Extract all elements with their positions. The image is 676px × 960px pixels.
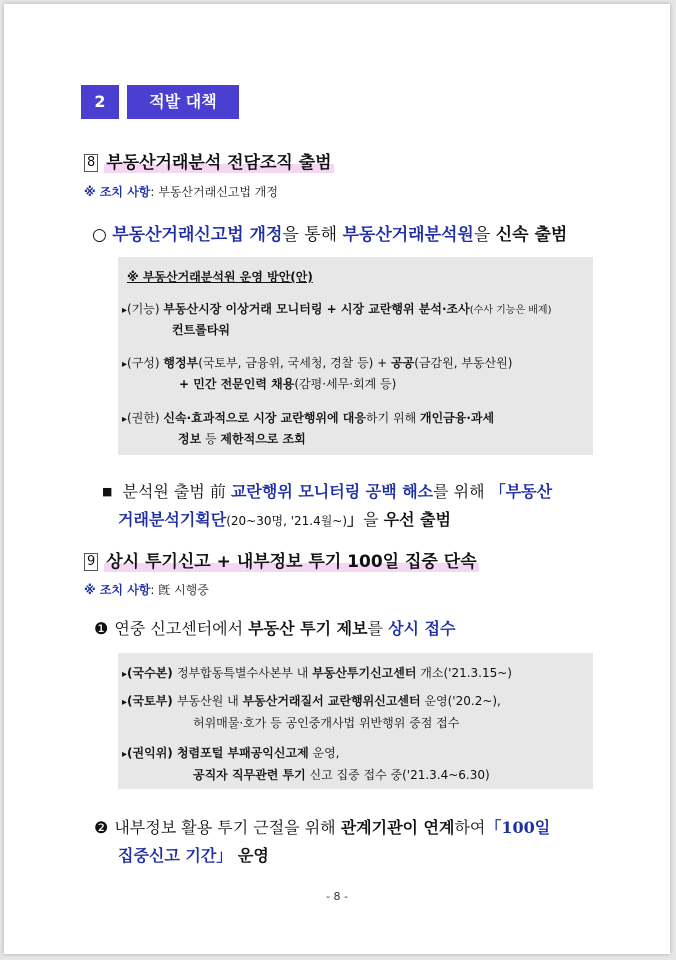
text-span: 거래분석기획단: [118, 510, 227, 529]
triangle-bullet-icon: ▸: [122, 359, 128, 370]
text-span: + 민간 전문인력 채용: [179, 377, 295, 391]
note-value: : 부동산거래신고법 개정: [150, 185, 278, 199]
s8-comp-line1: [122, 354, 512, 371]
triangle-bullet-icon: ▸: [122, 669, 128, 680]
text-span: 제한적으로 조회: [220, 432, 306, 446]
text-span: 공직자 직무관련 투기: [193, 768, 306, 782]
triangle-bullet-icon: ▸: [122, 305, 128, 316]
text-span: 행정부: [163, 356, 199, 370]
text-span: 분석원 출범 前: [122, 482, 231, 501]
text-span: 등: [201, 432, 221, 446]
text-span: 운영: [232, 846, 269, 865]
section-title-badge: 적발 대책: [127, 85, 239, 119]
number-1-icon: ❶: [94, 619, 109, 638]
s8-square-item-line2: [118, 507, 451, 530]
heading-9-number: 9: [84, 553, 98, 571]
text-span: 교란행위 모니터링 공백 해소: [230, 482, 434, 501]
triangle-bullet-icon: ▸: [122, 414, 128, 425]
heading-9: [84, 547, 479, 572]
s9-main-item-2-line2: [118, 843, 269, 866]
text-span: (국토부, 금융위, 국세청, 경찰 등) +: [198, 356, 392, 370]
text-span: 부동산거래분석원: [342, 225, 474, 245]
text-span: 부동산거래신고법 개정: [112, 225, 283, 245]
document-page: [4, 4, 670, 954]
page-number: - 8 -: [326, 890, 348, 903]
s8-square-item-line1: [102, 479, 552, 502]
s8-role-line2: 컨트롤타워: [172, 323, 230, 337]
text-span: 개소('21.3.15~): [416, 666, 512, 680]
s9-main-item-2-line1: [94, 815, 550, 838]
s9-row-3-line2: [193, 766, 490, 783]
text-span: (수사 기능은 배제): [469, 305, 552, 316]
text-span: 연중 신고센터에서: [114, 619, 249, 638]
text-span: (국토부): [127, 694, 177, 708]
s9-row-1: [122, 664, 512, 681]
s9-row-2-line1: [122, 692, 501, 709]
text-span: (금감원, 부동산원): [414, 356, 513, 370]
text-span: 를 위해: [433, 482, 490, 501]
note-label: ※ 조치 사항: [84, 583, 151, 597]
text-span: 부동산투기신고센터: [312, 666, 417, 680]
s8-auth-line1: [122, 409, 494, 426]
note-label: ※ 조치 사항: [84, 185, 151, 199]
text-span: 신속·효과적으로 시장 교란행위에 대응: [163, 411, 366, 425]
text-span: 부동산시장 이상거래 모니터링 + 시장 교란행위 분석·조사: [163, 302, 470, 316]
square-bullet-icon: ■: [102, 485, 113, 498]
number-2-icon: ❷: [94, 818, 109, 837]
text-span: 내부정보 활용 투기 근절을 위해: [114, 818, 341, 837]
text-span: 운영('20.2~),: [420, 694, 501, 708]
text-span: 「부동산: [489, 482, 553, 501]
s9-note: [84, 581, 209, 598]
text-span: (권익위): [127, 746, 177, 760]
text-span: (20~30명, '21.4월~): [226, 514, 348, 528]
triangle-bullet-icon: ▸: [122, 749, 128, 760]
text-span: (권한): [127, 411, 164, 425]
s8-auth-line2: [178, 430, 306, 447]
text-span: 부동산 투기 제보: [248, 619, 368, 638]
text-span: 부동산거래질서 교란행위신고센터: [242, 694, 421, 708]
text-span: 집중신고 기간」: [118, 846, 233, 865]
text-span: 을 통해: [282, 225, 343, 245]
text-span: 「100일: [485, 818, 551, 837]
note-value: : 旣 시행중: [150, 583, 209, 597]
text-span: 신속 출범: [495, 225, 568, 245]
heading-8: [84, 148, 334, 173]
text-span: (감평·세무·회계 등): [294, 377, 397, 391]
text-span: 를: [367, 619, 389, 638]
text-span: 신고 집중 접수 중('21.3.4~6.30): [305, 768, 490, 782]
text-span: 우선 출범: [383, 510, 452, 529]
text-span: 부동산원 내: [176, 694, 243, 708]
text-span: (구성): [127, 356, 164, 370]
s8-role-line1: [122, 300, 552, 317]
s9-row-2-line2: 허위매물·호가 등 공인중개사법 위반행위 중점 접수: [193, 716, 460, 730]
s8-main-item: [92, 220, 567, 245]
text-span: 개인금융·과세: [419, 411, 495, 425]
text-span: 」: [347, 510, 364, 529]
s8-note: [84, 183, 278, 200]
text-span: 청렴포털 부패공익신고제: [176, 746, 309, 760]
circle-bullet-icon: ○: [92, 225, 107, 245]
text-span: 관계기관이 연계: [340, 818, 455, 837]
heading-9-title: 상시 투기신고 + 내부정보 투기 100일 집중 단속: [106, 552, 477, 572]
text-span: 을: [363, 510, 384, 529]
text-span: 운영,: [308, 746, 340, 760]
heading-8-number: 8: [84, 154, 98, 172]
text-span: (국수본): [127, 666, 177, 680]
text-span: 하여: [454, 818, 486, 837]
triangle-bullet-icon: ▸: [122, 697, 128, 708]
s9-row-3-line1: [122, 744, 340, 761]
text-span: 하기 위해: [365, 411, 420, 425]
s8-comp-line2: [179, 375, 396, 392]
text-span: 정보: [178, 432, 202, 446]
text-span: 정부합동특별수사본부 내: [176, 666, 313, 680]
s8-box-title: ※ 부동산거래분석원 운영 방안(안): [127, 270, 313, 284]
heading-8-title: 부동산거래분석 전담조직 출범: [106, 153, 332, 173]
text-span: (기능): [127, 302, 164, 316]
s9-main-item-1: [94, 616, 455, 639]
text-span: 상시 접수: [388, 619, 456, 638]
text-span: 공공: [391, 356, 415, 370]
text-span: 을: [473, 225, 496, 245]
section-number-badge: 2: [81, 85, 119, 119]
